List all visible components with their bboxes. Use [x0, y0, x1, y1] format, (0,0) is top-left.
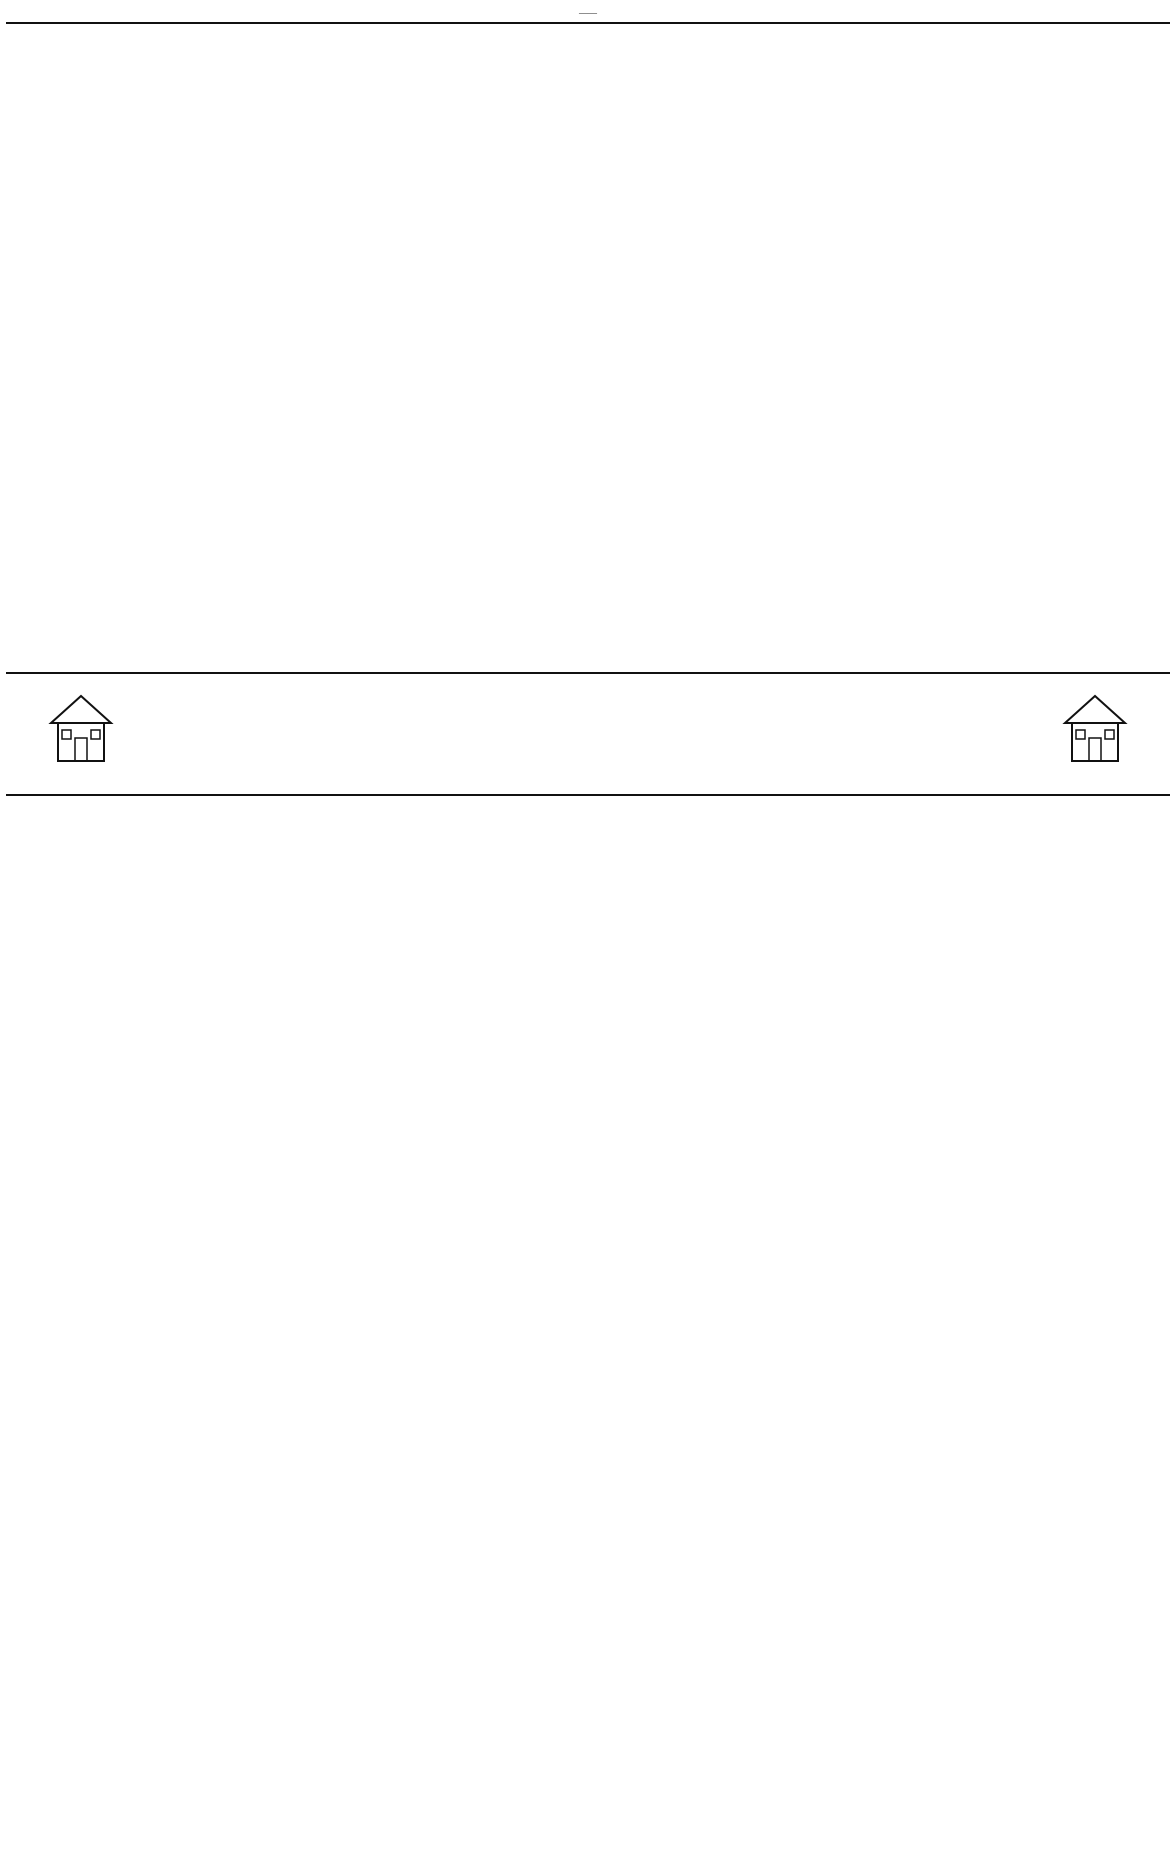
classified-columns [6, 26, 1170, 666]
masthead-publications: —— [576, 8, 600, 18]
masthead [6, 4, 1170, 24]
directory-columns [6, 800, 1170, 1852]
directory-banner [6, 672, 1170, 796]
house-icon [46, 688, 116, 768]
house-icon [1060, 688, 1130, 768]
